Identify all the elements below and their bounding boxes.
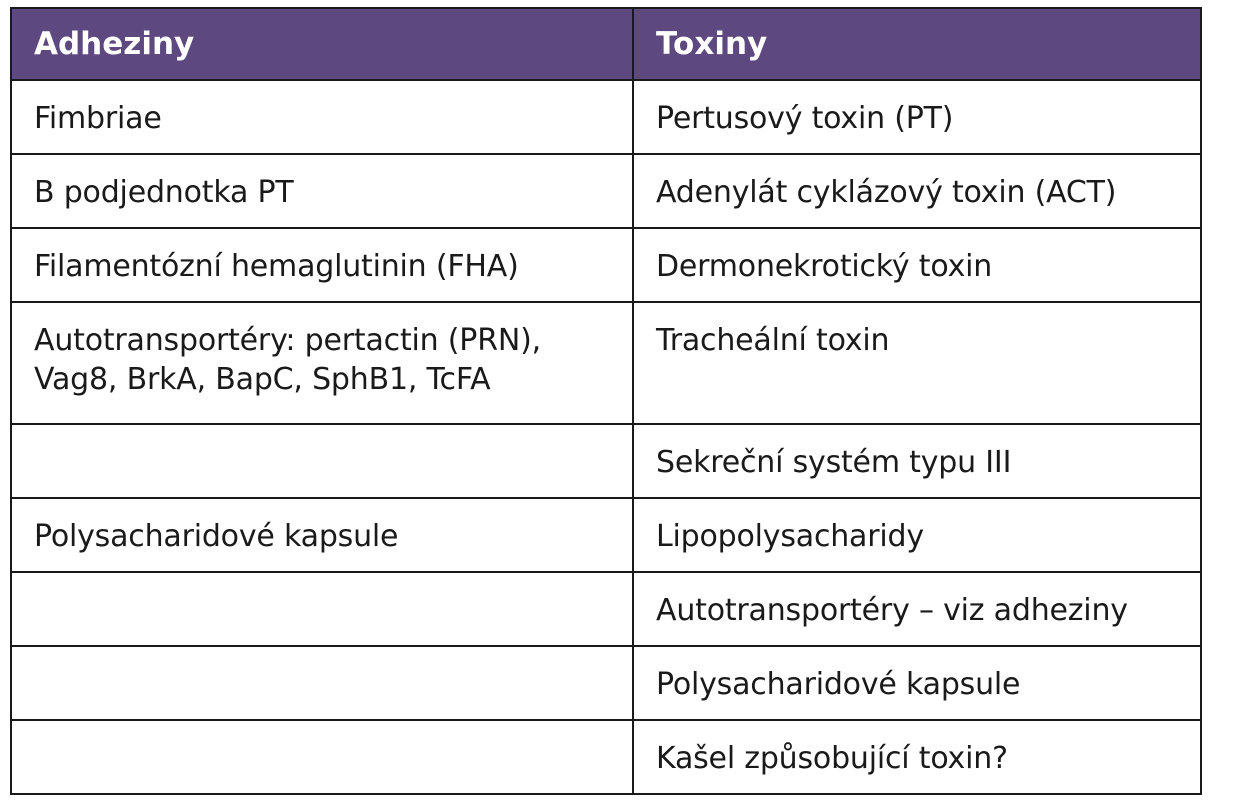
table-header [11,8,1201,80]
column-header-adheziny: Adheziny [11,8,633,80]
virulence-factors-table-container [10,7,1200,795]
cell-text: Kašel způsobující toxin? [656,741,1008,776]
cell-text: Autotransportéry: pertactin (PRN), Vag8, BrkA, BapC, SphB1, TcFA [34,323,541,397]
cell-text: Adenylát cyklázový toxin (ACT) [656,175,1117,210]
adheziny-cell [11,424,633,498]
table-row [11,154,1201,228]
adheziny-cell [11,302,633,424]
toxiny-cell [633,720,1201,794]
toxiny-cell [633,572,1201,646]
adheziny-cell [11,720,633,794]
table-row [11,302,1201,424]
cell-text: Sekreční systém typu III [656,445,1012,480]
table-row [11,228,1201,302]
cell-text: Polysacharidové kapsule [34,519,399,554]
cell-text: Lipopolysacharidy [656,519,924,554]
table-row [11,498,1201,572]
cell-text: Filamentózní hemaglutinin (FHA) [34,249,519,284]
cell-text: Fimbriae [34,101,162,136]
header-row [11,8,1201,80]
cell-text: Autotransportéry – viz adheziny [656,593,1128,628]
cell-text [34,721,632,739]
cell-text: Tracheální toxin [656,323,890,358]
adheziny-cell [11,646,633,720]
cell-text: B podjednotka PT [34,175,294,210]
table-row [11,572,1201,646]
column-header-toxiny: Toxiny [633,8,1201,80]
adheziny-cell [11,498,633,572]
cell-text: Dermonekrotický toxin [656,249,993,284]
cell-text [34,647,632,665]
virulence-factors-table [10,7,1202,795]
adheziny-cell [11,80,633,154]
toxiny-cell [633,154,1201,228]
cell-text: Polysacharidové kapsule [656,667,1021,702]
toxiny-cell [633,228,1201,302]
toxiny-cell [633,646,1201,720]
toxiny-cell [633,498,1201,572]
toxiny-cell [633,80,1201,154]
cell-text [34,425,632,443]
table-row [11,424,1201,498]
table-row [11,80,1201,154]
adheziny-cell [11,154,633,228]
table-body [11,80,1201,794]
adheziny-cell [11,228,633,302]
cell-text [34,573,632,591]
table-row [11,646,1201,720]
cell-text: Pertusový toxin (PT) [656,101,954,136]
toxiny-cell [633,424,1201,498]
adheziny-cell [11,572,633,646]
table-row [11,720,1201,794]
toxiny-cell [633,302,1201,424]
